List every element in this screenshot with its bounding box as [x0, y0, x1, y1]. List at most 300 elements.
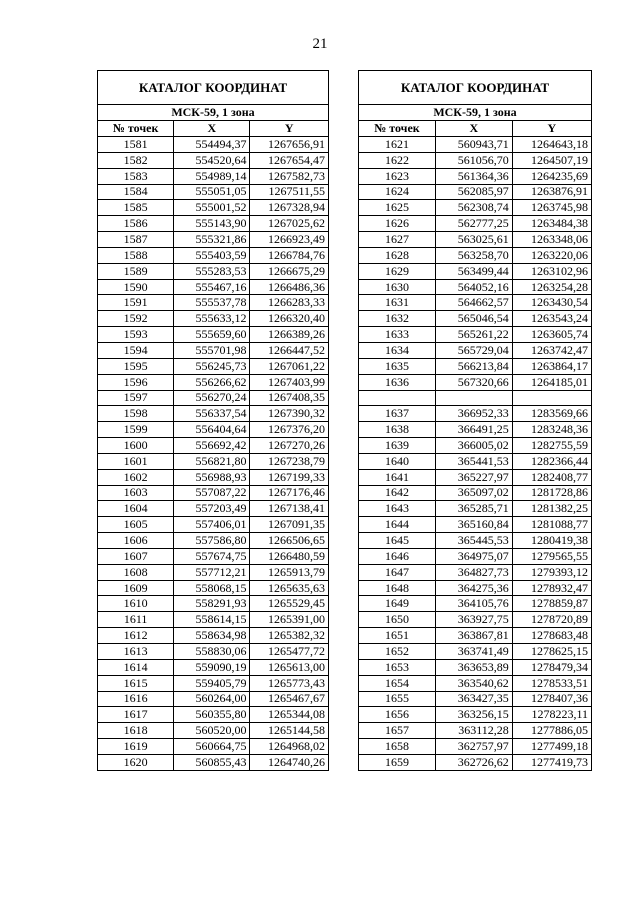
- y-coordinate-cell: 1263543,24: [512, 311, 591, 327]
- table-row: [359, 533, 592, 549]
- table-row: [359, 137, 592, 153]
- table-row: [98, 184, 329, 200]
- y-coordinate-cell: 1282408,77: [512, 469, 591, 485]
- table-row: [98, 311, 329, 327]
- table-row: [98, 422, 329, 438]
- x-coordinate-cell: 557406,01: [174, 517, 250, 533]
- x-coordinate-cell: 364975,07: [435, 548, 512, 564]
- table-row: [359, 691, 592, 707]
- point-number-cell: 1641: [359, 469, 436, 485]
- table-row: [98, 612, 329, 628]
- table-row: [359, 232, 592, 248]
- table-row: [98, 596, 329, 612]
- x-coordinate-cell: 555143,90: [174, 216, 250, 232]
- y-coordinate-cell: 1264643,18: [512, 137, 591, 153]
- x-coordinate-cell: 554520,64: [174, 152, 250, 168]
- point-number-cell: 1612: [98, 628, 174, 644]
- y-coordinate-cell: 1263864,17: [512, 358, 591, 374]
- y-coordinate-cell: 1267061,22: [250, 358, 329, 374]
- table-row: [359, 295, 592, 311]
- point-number-cell: 1594: [98, 342, 174, 358]
- coordinate-table-right: [358, 70, 592, 771]
- y-coordinate-cell: 1266486,36: [250, 279, 329, 295]
- y-coordinate-cell: 1265913,79: [250, 564, 329, 580]
- y-coordinate-cell: 1278932,47: [512, 580, 591, 596]
- point-number-cell: 1620: [98, 754, 174, 770]
- point-number-cell: 1637: [359, 406, 436, 422]
- point-number-cell: 1616: [98, 691, 174, 707]
- y-coordinate-cell: 1265467,67: [250, 691, 329, 707]
- table-row: [98, 168, 329, 184]
- x-coordinate-cell: 363867,81: [435, 628, 512, 644]
- point-number-cell: 1644: [359, 517, 436, 533]
- point-number-cell: 1630: [359, 279, 436, 295]
- point-number-cell: 1623: [359, 168, 436, 184]
- y-coordinate-cell: 1264185,01: [512, 374, 591, 390]
- y-coordinate-cell: 1267403,99: [250, 374, 329, 390]
- coordinate-system-label: МСК-59, 1 зона: [359, 105, 592, 121]
- y-coordinate-cell: 1267582,73: [250, 168, 329, 184]
- y-coordinate-cell: 1278407,36: [512, 691, 591, 707]
- x-coordinate-cell: 365227,97: [435, 469, 512, 485]
- table-row: [359, 263, 592, 279]
- y-coordinate-cell: 1264740,26: [250, 754, 329, 770]
- x-coordinate-cell: 363427,35: [435, 691, 512, 707]
- x-coordinate-cell: 565046,54: [435, 311, 512, 327]
- table-row: [359, 374, 592, 390]
- table-row: [98, 374, 329, 390]
- point-number-cell: 1593: [98, 327, 174, 343]
- x-coordinate-cell: 555283,53: [174, 263, 250, 279]
- x-coordinate-cell: 557674,75: [174, 548, 250, 564]
- x-coordinate-cell: 555537,78: [174, 295, 250, 311]
- x-coordinate-cell: 555321,86: [174, 232, 250, 248]
- x-coordinate-cell: 556404,64: [174, 422, 250, 438]
- table-row: [359, 247, 592, 263]
- point-number-cell: 1617: [98, 707, 174, 723]
- x-coordinate-cell: 563499,44: [435, 263, 512, 279]
- x-coordinate-cell: 555467,16: [174, 279, 250, 295]
- point-number-cell: 1607: [98, 548, 174, 564]
- table-row: [98, 390, 329, 406]
- table-row: [359, 628, 592, 644]
- y-coordinate-cell: 1266923,49: [250, 232, 329, 248]
- point-number-cell: 1625: [359, 200, 436, 216]
- x-coordinate-cell: 363256,15: [435, 707, 512, 723]
- y-coordinate-cell: 1265613,00: [250, 659, 329, 675]
- point-number-cell: 1585: [98, 200, 174, 216]
- point-number-cell: 1599: [98, 422, 174, 438]
- table-row: [359, 453, 592, 469]
- table-row: [359, 358, 592, 374]
- table-row: [359, 517, 592, 533]
- y-coordinate-cell: 1267199,33: [250, 469, 329, 485]
- x-coordinate-cell: 363653,89: [435, 659, 512, 675]
- point-number-cell: 1628: [359, 247, 436, 263]
- table-row: [98, 659, 329, 675]
- table-row: [359, 469, 592, 485]
- table-row: [359, 184, 592, 200]
- y-coordinate-cell: 1278683,48: [512, 628, 591, 644]
- column-header-y: Y: [512, 121, 591, 137]
- x-coordinate-cell: 565261,22: [435, 327, 512, 343]
- y-coordinate-cell: 1265477,72: [250, 644, 329, 660]
- table-row: [359, 342, 592, 358]
- x-coordinate-cell: 563025,61: [435, 232, 512, 248]
- column-header-point-number: № точек: [359, 121, 436, 137]
- y-coordinate-cell: 1266389,26: [250, 327, 329, 343]
- y-coordinate-cell: 1283569,66: [512, 406, 591, 422]
- y-coordinate-cell: [512, 390, 591, 406]
- x-coordinate-cell: 558291,93: [174, 596, 250, 612]
- x-coordinate-cell: 363112,28: [435, 723, 512, 739]
- y-coordinate-cell: 1265144,58: [250, 723, 329, 739]
- table-row: [359, 564, 592, 580]
- y-coordinate-cell: 1263484,38: [512, 216, 591, 232]
- x-coordinate-cell: 364275,36: [435, 580, 512, 596]
- point-number-cell: 1656: [359, 707, 436, 723]
- point-number-cell: 1649: [359, 596, 436, 612]
- y-coordinate-cell: 1278625,15: [512, 644, 591, 660]
- column-header-x: X: [174, 121, 250, 137]
- table-title: КАТАЛОГ КООРДИНАТ: [359, 71, 592, 105]
- x-coordinate-cell: 363741,49: [435, 644, 512, 660]
- y-coordinate-cell: 1266320,40: [250, 311, 329, 327]
- table-row: [359, 707, 592, 723]
- y-coordinate-cell: 1267270,26: [250, 438, 329, 454]
- x-coordinate-cell: 554494,37: [174, 137, 250, 153]
- point-number-cell: 1650: [359, 612, 436, 628]
- point-number-cell: 1610: [98, 596, 174, 612]
- y-coordinate-cell: 1263430,54: [512, 295, 591, 311]
- point-number-cell: 1652: [359, 644, 436, 660]
- table-row: [98, 628, 329, 644]
- table-row: [98, 406, 329, 422]
- table-row: [98, 152, 329, 168]
- column-header-x: X: [435, 121, 512, 137]
- table-row: [98, 295, 329, 311]
- point-number-cell: 1619: [98, 739, 174, 755]
- table-row: [98, 485, 329, 501]
- point-number-cell: 1597: [98, 390, 174, 406]
- point-number-cell: 1588: [98, 247, 174, 263]
- y-coordinate-cell: 1267390,32: [250, 406, 329, 422]
- y-coordinate-cell: 1264507,19: [512, 152, 591, 168]
- y-coordinate-cell: 1265344,08: [250, 707, 329, 723]
- x-coordinate-cell: 556337,54: [174, 406, 250, 422]
- table-row: [98, 200, 329, 216]
- x-coordinate-cell: 556266,62: [174, 374, 250, 390]
- point-number-cell: 1624: [359, 184, 436, 200]
- x-coordinate-cell: 555001,52: [174, 200, 250, 216]
- point-number-cell: 1645: [359, 533, 436, 549]
- column-header-point-number: № точек: [98, 121, 174, 137]
- x-coordinate-cell: 560855,43: [174, 754, 250, 770]
- table-row: [359, 327, 592, 343]
- point-number-cell: 1613: [98, 644, 174, 660]
- table-row: [98, 358, 329, 374]
- column-header-y: Y: [250, 121, 329, 137]
- table-row: [98, 548, 329, 564]
- x-coordinate-cell: 365097,02: [435, 485, 512, 501]
- x-coordinate-cell: 562777,25: [435, 216, 512, 232]
- table-row: [359, 485, 592, 501]
- x-coordinate-cell: 363927,75: [435, 612, 512, 628]
- point-number-cell: 1640: [359, 453, 436, 469]
- y-coordinate-cell: 1281728,86: [512, 485, 591, 501]
- x-coordinate-cell: 556692,42: [174, 438, 250, 454]
- x-coordinate-cell: 562308,74: [435, 200, 512, 216]
- y-coordinate-cell: 1266784,76: [250, 247, 329, 263]
- x-coordinate-cell: 558068,15: [174, 580, 250, 596]
- y-coordinate-cell: 1265382,32: [250, 628, 329, 644]
- point-number-cell: 1609: [98, 580, 174, 596]
- point-number-cell: 1587: [98, 232, 174, 248]
- table-body: [98, 137, 329, 771]
- point-number-cell: 1653: [359, 659, 436, 675]
- table-row: [359, 659, 592, 675]
- y-coordinate-cell: 1278479,34: [512, 659, 591, 675]
- table-row: [98, 564, 329, 580]
- y-coordinate-cell: 1280419,38: [512, 533, 591, 549]
- y-coordinate-cell: 1265391,00: [250, 612, 329, 628]
- table-row: [98, 501, 329, 517]
- point-number-cell: 1600: [98, 438, 174, 454]
- point-number-cell: 1596: [98, 374, 174, 390]
- y-coordinate-cell: 1263876,91: [512, 184, 591, 200]
- x-coordinate-cell: 556270,24: [174, 390, 250, 406]
- point-number-cell: 1604: [98, 501, 174, 517]
- point-number-cell: 1626: [359, 216, 436, 232]
- point-number-cell: 1658: [359, 739, 436, 755]
- y-coordinate-cell: 1278223,11: [512, 707, 591, 723]
- table-row: [359, 739, 592, 755]
- x-coordinate-cell: 362726,62: [435, 754, 512, 770]
- x-coordinate-cell: 555403,59: [174, 247, 250, 263]
- table-row: [98, 691, 329, 707]
- x-coordinate-cell: 562085,97: [435, 184, 512, 200]
- x-coordinate-cell: 364105,76: [435, 596, 512, 612]
- table-row: [359, 580, 592, 596]
- x-coordinate-cell: 559090,19: [174, 659, 250, 675]
- y-coordinate-cell: 1267511,55: [250, 184, 329, 200]
- x-coordinate-cell: 559405,79: [174, 675, 250, 691]
- point-number-cell: 1621: [359, 137, 436, 153]
- x-coordinate-cell: 566213,84: [435, 358, 512, 374]
- table-row: [359, 216, 592, 232]
- point-number-cell: 1611: [98, 612, 174, 628]
- point-number-cell: 1636: [359, 374, 436, 390]
- y-coordinate-cell: 1263102,96: [512, 263, 591, 279]
- y-coordinate-cell: 1282755,59: [512, 438, 591, 454]
- x-coordinate-cell: 557586,80: [174, 533, 250, 549]
- y-coordinate-cell: 1266480,59: [250, 548, 329, 564]
- y-coordinate-cell: 1281088,77: [512, 517, 591, 533]
- y-coordinate-cell: 1267238,79: [250, 453, 329, 469]
- x-coordinate-cell: 363540,62: [435, 675, 512, 691]
- table-row: [98, 453, 329, 469]
- y-coordinate-cell: 1277499,18: [512, 739, 591, 755]
- coordinate-system-label: МСК-59, 1 зона: [98, 105, 329, 121]
- table-row: [98, 342, 329, 358]
- y-coordinate-cell: 1267025,62: [250, 216, 329, 232]
- x-coordinate-cell: 560664,75: [174, 739, 250, 755]
- x-coordinate-cell: 556988,93: [174, 469, 250, 485]
- table-row: [98, 216, 329, 232]
- table-row: [98, 580, 329, 596]
- table-row: [98, 754, 329, 770]
- table-title: КАТАЛОГ КООРДИНАТ: [98, 71, 329, 105]
- x-coordinate-cell: 560355,80: [174, 707, 250, 723]
- table-row: [359, 390, 592, 406]
- point-number-cell: 1633: [359, 327, 436, 343]
- x-coordinate-cell: 554989,14: [174, 168, 250, 184]
- y-coordinate-cell: 1267176,46: [250, 485, 329, 501]
- point-number-cell: 1642: [359, 485, 436, 501]
- point-number-cell: 1586: [98, 216, 174, 232]
- table-row: [359, 723, 592, 739]
- point-number-cell: 1639: [359, 438, 436, 454]
- point-number-cell: 1646: [359, 548, 436, 564]
- point-number-cell: 1591: [98, 295, 174, 311]
- x-coordinate-cell: 366952,33: [435, 406, 512, 422]
- y-coordinate-cell: 1264235,69: [512, 168, 591, 184]
- point-number-cell: 1592: [98, 311, 174, 327]
- x-coordinate-cell: 557712,21: [174, 564, 250, 580]
- x-coordinate-cell: 362757,97: [435, 739, 512, 755]
- x-coordinate-cell: 366491,25: [435, 422, 512, 438]
- y-coordinate-cell: 1265773,43: [250, 675, 329, 691]
- x-coordinate-cell: 555659,60: [174, 327, 250, 343]
- table-row: [359, 200, 592, 216]
- table-row: [98, 327, 329, 343]
- x-coordinate-cell: 560520,00: [174, 723, 250, 739]
- table-row: [98, 644, 329, 660]
- table-row: [359, 311, 592, 327]
- point-number-cell: 1647: [359, 564, 436, 580]
- point-number-cell: 1631: [359, 295, 436, 311]
- x-coordinate-cell: 558830,06: [174, 644, 250, 660]
- y-coordinate-cell: 1281382,25: [512, 501, 591, 517]
- point-number-cell: 1615: [98, 675, 174, 691]
- y-coordinate-cell: 1266447,52: [250, 342, 329, 358]
- x-coordinate-cell: 561056,70: [435, 152, 512, 168]
- x-coordinate-cell: 561364,36: [435, 168, 512, 184]
- point-number-cell: 1589: [98, 263, 174, 279]
- table-row: [98, 279, 329, 295]
- table-row: [98, 137, 329, 153]
- x-coordinate-cell: 365285,71: [435, 501, 512, 517]
- x-coordinate-cell: 365441,53: [435, 453, 512, 469]
- point-number-cell: 1655: [359, 691, 436, 707]
- table-row: [359, 754, 592, 770]
- table-row: [98, 723, 329, 739]
- table-row: [359, 279, 592, 295]
- x-coordinate-cell: 563258,70: [435, 247, 512, 263]
- table-row: [359, 675, 592, 691]
- point-number-cell: 1608: [98, 564, 174, 580]
- point-number-cell: 1651: [359, 628, 436, 644]
- table-row: [359, 422, 592, 438]
- y-coordinate-cell: 1279393,12: [512, 564, 591, 580]
- y-coordinate-cell: 1264968,02: [250, 739, 329, 755]
- y-coordinate-cell: 1263220,06: [512, 247, 591, 263]
- point-number-cell: 1622: [359, 152, 436, 168]
- y-coordinate-cell: 1267091,35: [250, 517, 329, 533]
- point-number-cell: 1603: [98, 485, 174, 501]
- point-number-cell: 1582: [98, 152, 174, 168]
- table-row: [359, 501, 592, 517]
- y-coordinate-cell: 1267328,94: [250, 200, 329, 216]
- point-number-cell: 1584: [98, 184, 174, 200]
- table-row: [98, 232, 329, 248]
- y-coordinate-cell: 1265529,45: [250, 596, 329, 612]
- y-coordinate-cell: 1277886,05: [512, 723, 591, 739]
- y-coordinate-cell: 1267138,41: [250, 501, 329, 517]
- point-number-cell: 1627: [359, 232, 436, 248]
- y-coordinate-cell: 1263742,47: [512, 342, 591, 358]
- x-coordinate-cell: 557087,22: [174, 485, 250, 501]
- y-coordinate-cell: 1266675,29: [250, 263, 329, 279]
- y-coordinate-cell: 1267376,20: [250, 422, 329, 438]
- point-number-cell: 1595: [98, 358, 174, 374]
- x-coordinate-cell: 557203,49: [174, 501, 250, 517]
- x-coordinate-cell: 564052,16: [435, 279, 512, 295]
- y-coordinate-cell: 1263605,74: [512, 327, 591, 343]
- x-coordinate-cell: 555633,12: [174, 311, 250, 327]
- point-number-cell: 1605: [98, 517, 174, 533]
- x-coordinate-cell: 366005,02: [435, 438, 512, 454]
- x-coordinate-cell: 558614,15: [174, 612, 250, 628]
- x-coordinate-cell: 564662,57: [435, 295, 512, 311]
- table-row: [98, 739, 329, 755]
- point-number-cell: [359, 390, 436, 406]
- table-row: [359, 596, 592, 612]
- coordinate-table-left: [97, 70, 329, 771]
- x-coordinate-cell: 565729,04: [435, 342, 512, 358]
- point-number-cell: 1602: [98, 469, 174, 485]
- y-coordinate-cell: 1263745,98: [512, 200, 591, 216]
- x-coordinate-cell: 560264,00: [174, 691, 250, 707]
- point-number-cell: 1654: [359, 675, 436, 691]
- table-row: [98, 438, 329, 454]
- table-row: [359, 168, 592, 184]
- table-row: [359, 438, 592, 454]
- point-number-cell: 1590: [98, 279, 174, 295]
- page-number: 21: [312, 36, 328, 52]
- table-row: [359, 406, 592, 422]
- y-coordinate-cell: 1267656,91: [250, 137, 329, 153]
- y-coordinate-cell: 1279565,55: [512, 548, 591, 564]
- x-coordinate-cell: 555051,05: [174, 184, 250, 200]
- point-number-cell: 1614: [98, 659, 174, 675]
- y-coordinate-cell: 1265635,63: [250, 580, 329, 596]
- y-coordinate-cell: 1267408,35: [250, 390, 329, 406]
- x-coordinate-cell: 567320,66: [435, 374, 512, 390]
- table-row: [98, 469, 329, 485]
- x-coordinate-cell: 365445,53: [435, 533, 512, 549]
- table-row: [98, 247, 329, 263]
- y-coordinate-cell: 1282366,44: [512, 453, 591, 469]
- point-number-cell: 1648: [359, 580, 436, 596]
- table-row: [98, 707, 329, 723]
- point-number-cell: 1638: [359, 422, 436, 438]
- y-coordinate-cell: 1266283,33: [250, 295, 329, 311]
- y-coordinate-cell: 1266506,65: [250, 533, 329, 549]
- y-coordinate-cell: 1267654,47: [250, 152, 329, 168]
- y-coordinate-cell: 1277419,73: [512, 754, 591, 770]
- x-coordinate-cell: 556821,80: [174, 453, 250, 469]
